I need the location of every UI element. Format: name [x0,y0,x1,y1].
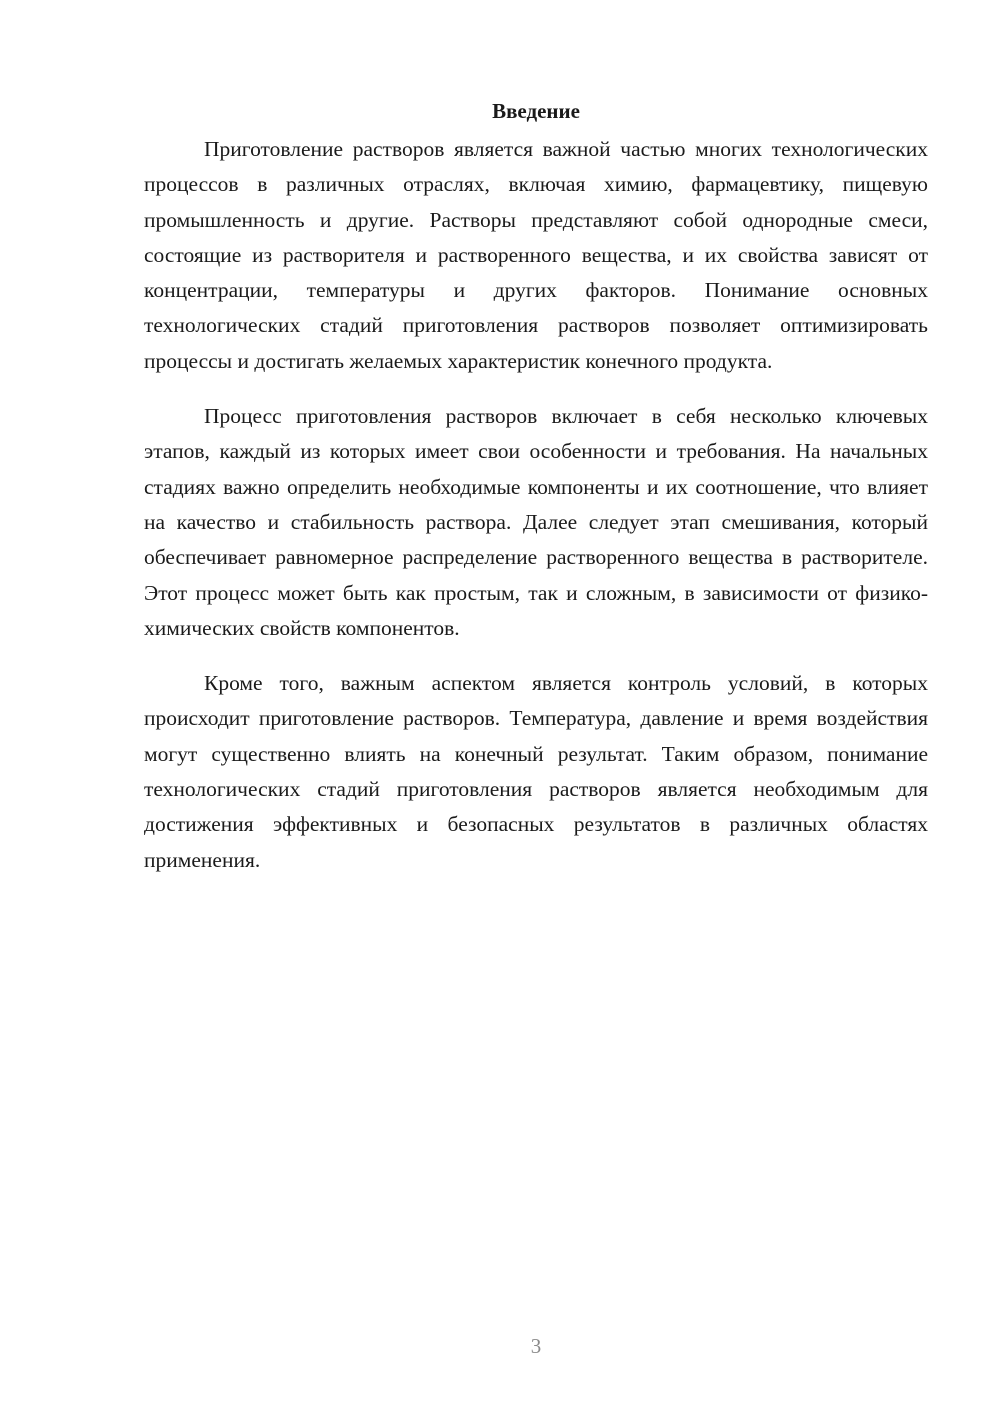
paragraph: Кроме того, важным аспектом является контроль условий, в которых происходит приготовление растворов. Температура, давление и время воздействия могут существенно влиять на конечный результат. Таким образом, понимание технологических стадий приготовления растворов является необходимым для достижения эффективных и безопасных результатов в различных областях применения. [144,671,928,872]
page-number: 3 [530,1334,542,1358]
page-content [144,96,928,898]
paragraph: Процесс приготовления растворов включает в себя несколько ключевых этапов, каждый из которых имеет свои особенности и требования. На начальных стадиях важно определить необходимые компоненты и их соотношение, что влияет на качество и стабильность раствора. Далее следует этап смешивания, который обеспечивает равномерное распределение растворенного вещества в растворителе. Этот процесс может быть как простым, так и сложным, в зависимости от физико-химических свойств компонентов. [144,404,928,640]
paragraph: Приготовление растворов является важной частью многих технологических процессов в различных отраслях, включая химию, фармацевтику, пищевую промышленность и другие. Растворы представляют собой однородные смеси, состоящие из растворителя и растворенного вещества, и их свойства зависят от концентрации, температуры и других факторов. Понимание основных технологических стадий приготовления растворов позволяет оптимизировать процессы и достигать желаемых характеристик конечного продукта. [144,137,928,373]
section-title: Введение [492,99,580,123]
